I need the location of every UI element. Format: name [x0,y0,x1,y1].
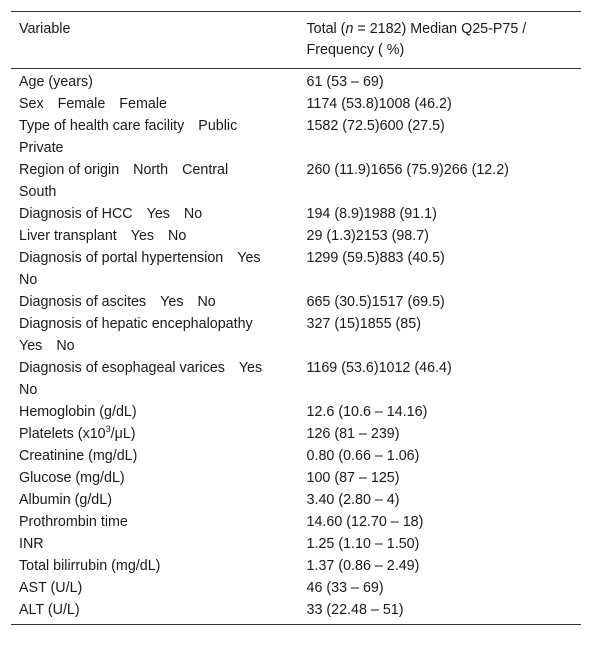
row-variable [11,159,287,203]
table-row [11,489,581,511]
row-value: 1.25 (1.10 – 1.50) [306,536,420,552]
row-variable: Total bilirrubin (mg/dL) [19,558,161,574]
platelets-label-post: /μL) [110,426,136,442]
row-variable [11,313,287,357]
row-variable [11,203,287,225]
category-label: No [168,228,187,244]
table-row [11,445,581,467]
table-row [11,599,581,625]
table-row [11,291,581,313]
category-label: No [197,294,216,310]
row-variable [11,93,287,115]
category-label: Yes [238,360,263,376]
category-label: Yes [146,206,170,222]
row-variable [11,423,287,445]
header-total-n: n [345,21,354,37]
row-value: 1169 (53.6)1012 (46.4) [306,360,452,376]
row-value: 1582 (72.5)600 (27.5) [306,118,445,134]
row-variable: Age (years) [19,74,93,90]
row-value: 0.80 (0.66 – 1.06) [306,448,420,464]
category-label: Yes [130,228,155,244]
category-label: South [19,184,57,200]
category-label: Public [198,118,238,134]
header-total-prefix: Total ( [306,21,346,37]
data-table-container [11,11,581,625]
table-row [11,511,581,533]
table-row [11,115,581,159]
row-value: 1.37 (0.86 – 2.49) [306,558,420,574]
table-row [11,93,581,115]
row-value: 46 (33 – 69) [306,580,384,596]
category-label: Yes [237,250,261,266]
row-variable: Glucose (mg/dL) [19,470,125,486]
row-variable: INR [19,536,44,552]
category-label: Diagnosis of portal hypertension [19,250,224,266]
category-label: Yes [160,294,184,310]
row-variable: ALT (U/L) [19,602,80,618]
category-label: No [19,272,38,288]
header-variable: Variable [19,21,71,37]
category-label: Sex [19,96,44,112]
table-row [11,555,581,577]
category-label: Diagnosis of hepatic encephalopathy [19,316,253,332]
row-value: 61 (53 – 69) [306,74,384,90]
row-variable: Creatinine (mg/dL) [19,448,138,464]
table-row [11,313,581,357]
row-value: 1174 (53.8)1008 (46.2) [306,96,452,112]
row-value: 100 (87 – 125) [306,470,400,486]
table-row [11,203,581,225]
category-label: Central [182,162,229,178]
row-variable [11,247,287,291]
row-value: 12.6 (10.6 – 14.16) [306,404,428,420]
header-total [287,12,581,69]
row-value: 3.40 (2.80 – 4) [306,492,400,508]
row-value: 327 (15)1855 (85) [306,316,421,332]
row-value: 33 (22.48 – 51) [306,602,404,618]
row-variable: AST (U/L) [19,580,83,596]
row-value: 29 (1.3)2153 (98.7) [306,228,429,244]
category-label: No [56,338,75,354]
row-value: 1299 (59.5)883 (40.5) [306,250,445,266]
header-total-suffix: = 2182) Median Q25-P75 / Frequency ( %) [306,21,527,58]
row-value: 194 (8.9)1988 (91.1) [306,206,437,222]
table-row [11,423,581,445]
category-label: Liver transplant [19,228,117,244]
category-label: Region of origin [19,162,120,178]
row-variable [11,115,287,159]
table-body [11,69,581,625]
category-label: No [19,382,38,398]
table-row [11,467,581,489]
category-label: Female [119,96,167,112]
header-row [11,12,581,69]
row-value: 14.60 (12.70 – 18) [306,514,424,530]
table-row [11,159,581,203]
table-row [11,69,581,94]
table-row [11,247,581,291]
row-variable: Prothrombin time [19,514,128,530]
platelets-label-sup: 3 [105,424,111,435]
row-value: 126 (81 – 239) [306,426,400,442]
table-row [11,533,581,555]
table-header [11,12,581,69]
table-row [11,357,581,401]
category-label: Diagnosis of ascites [19,294,147,310]
category-label: No [183,206,203,222]
category-label: Female [57,96,106,112]
table-row [11,225,581,247]
category-label: Private [19,140,64,156]
table-row [11,401,581,423]
category-label: Diagnosis of HCC [19,206,133,222]
category-label: Yes [19,338,43,354]
row-value: 665 (30.5)1517 (69.5) [306,294,445,310]
category-label: Type of health care facility [19,118,185,134]
row-variable: Albumin (g/dL) [19,492,112,508]
category-label: Diagnosis of esophageal varices [19,360,225,376]
row-variable [11,225,287,247]
data-table [11,11,581,625]
row-variable: Hemoglobin (g/dL) [19,404,137,420]
row-variable [11,357,287,401]
platelets-label-pre: Platelets (x10 [19,426,106,442]
category-label: North [133,162,169,178]
row-variable [11,291,287,313]
table-row [11,577,581,599]
row-value: 260 (11.9)1656 (75.9)266 (12.2) [306,162,509,178]
